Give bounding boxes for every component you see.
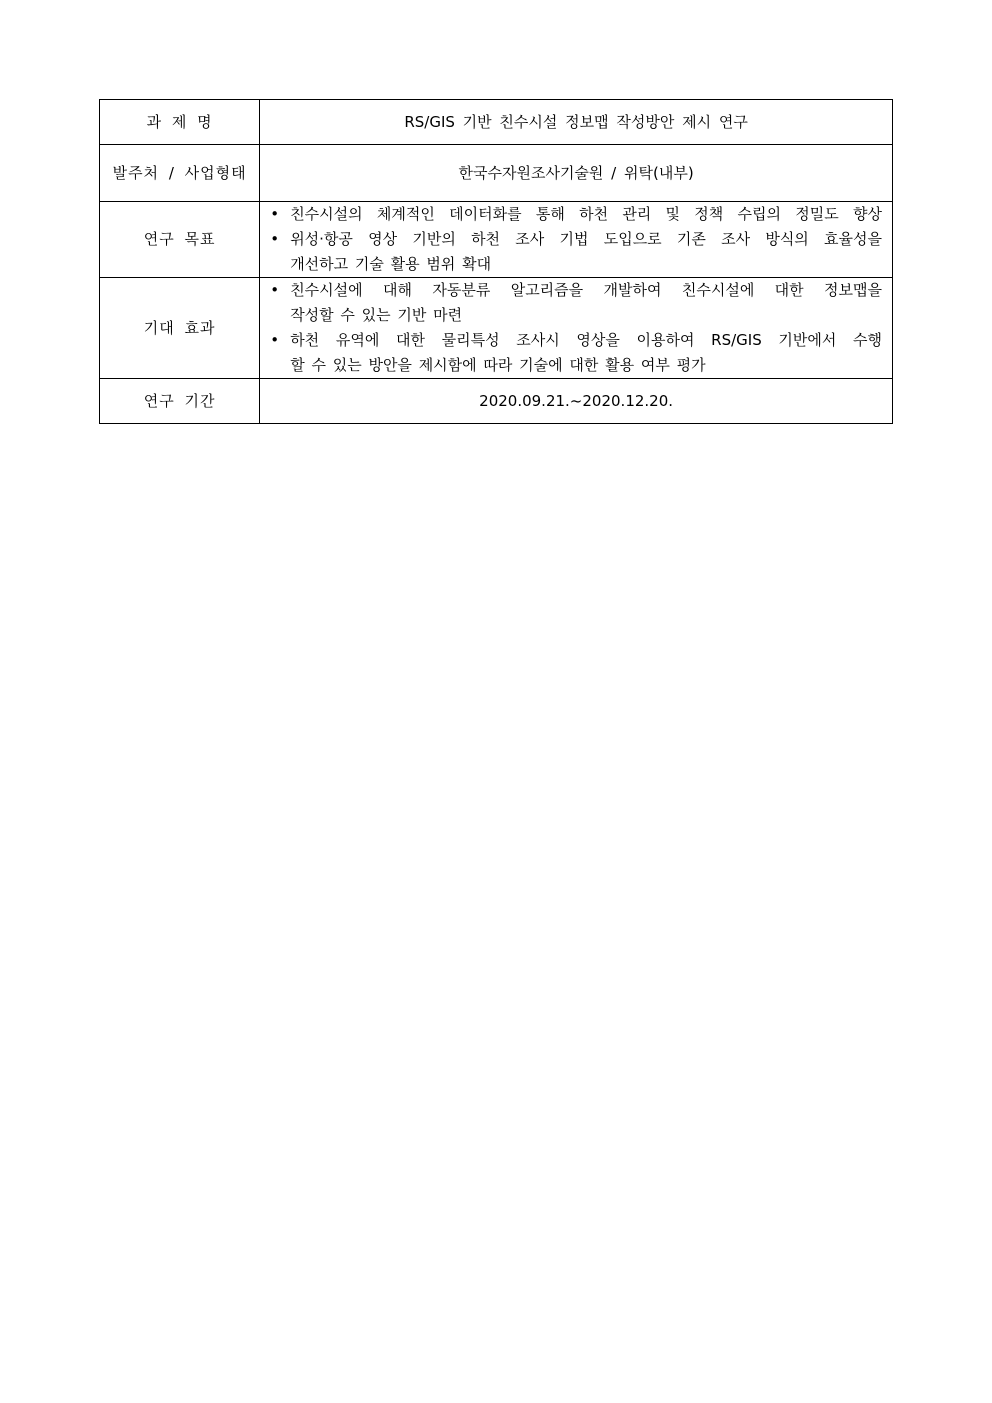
project-name-value: RS/GIS 기반 친수시설 정보맵 작성방안 제시 연구 <box>260 100 893 145</box>
bullet-icon: • <box>270 331 280 349</box>
project-summary-table <box>99 99 893 424</box>
goal-item-text: 친수시설의 체계적인 데이터화를 통해 하천 관리 및 정책 수립의 정밀도 향상 <box>290 205 882 223</box>
bullet-icon: • <box>270 205 280 223</box>
expected-effect-content <box>260 278 893 379</box>
research-goal-list <box>268 202 882 277</box>
research-goal-label: 연구 목표 <box>100 202 260 278</box>
goal-item-text-continued: 개선하고 기술 활용 범위 확대 <box>290 255 492 273</box>
project-name-row <box>100 100 893 145</box>
effect-item-text-continued: 할 수 있는 방안을 제시함에 따라 기술에 대한 활용 여부 평가 <box>290 356 706 374</box>
project-name-label: 과 제 명 <box>100 100 260 145</box>
expected-effect-row <box>100 278 893 379</box>
research-goal-row <box>100 202 893 278</box>
effect-item-text: 친수시설에 대해 자동분류 알고리즘을 개발하여 친수시설에 대한 정보맵을 <box>290 281 882 299</box>
goal-item <box>268 202 882 227</box>
client-row <box>100 145 893 202</box>
client-value: 한국수자원조사기술원 / 위탁(내부) <box>260 145 893 202</box>
effect-item-text-continued: 작성할 수 있는 기반 마련 <box>290 306 463 324</box>
research-goal-content <box>260 202 893 278</box>
bullet-icon: • <box>270 230 280 248</box>
expected-effect-list <box>268 278 882 378</box>
effect-item-text: 하천 유역에 대한 물리특성 조사시 영상을 이용하여 RS/GIS 기반에서 수행 <box>290 331 882 349</box>
goal-item <box>268 227 882 277</box>
research-period-row <box>100 379 893 424</box>
goal-item-text: 위성·항공 영상 기반의 하천 조사 기법 도입으로 기존 조사 방식의 효율성을 <box>290 230 882 248</box>
research-period-label: 연구 기간 <box>100 379 260 424</box>
effect-item <box>268 328 882 378</box>
bullet-icon: • <box>270 281 280 299</box>
effect-item <box>268 278 882 328</box>
research-period-value: 2020.09.21.~2020.12.20. <box>260 379 893 424</box>
expected-effect-label: 기대 효과 <box>100 278 260 379</box>
client-label: 발주처 / 사업형태 <box>100 145 260 202</box>
